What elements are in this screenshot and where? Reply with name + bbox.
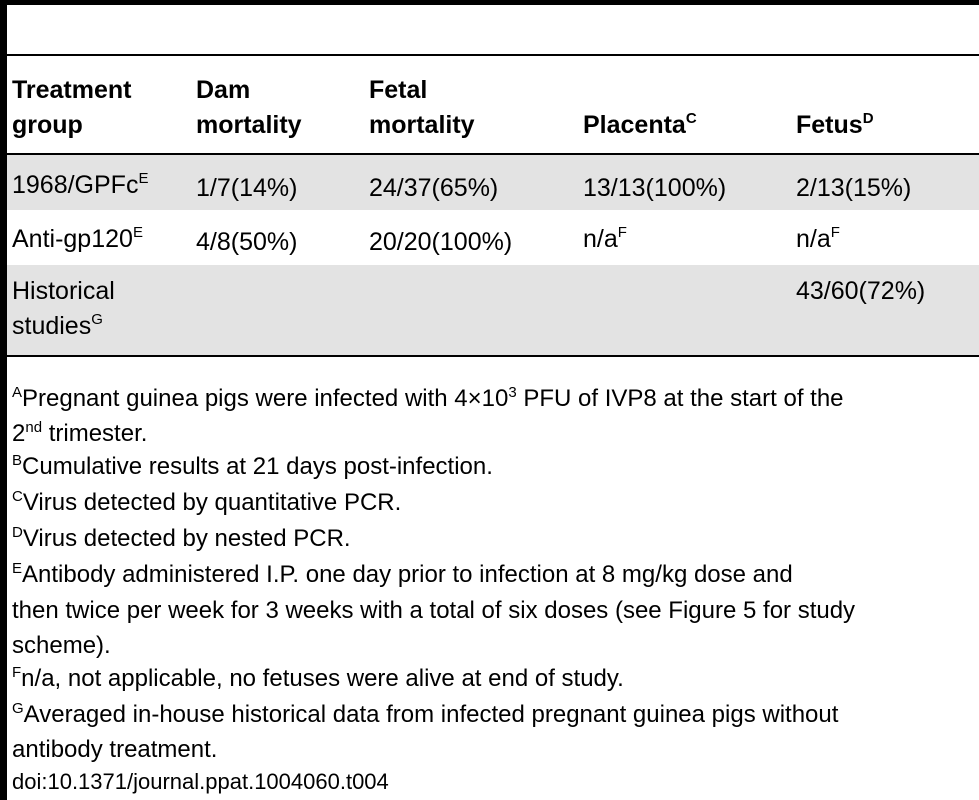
footnote-a-text1: Pregnant guinea pigs were infected with 4×10 <box>22 385 509 412</box>
footnote-a-line2-text: trimester. <box>42 420 148 447</box>
header-treatment-group <box>12 73 131 143</box>
row3-group <box>12 274 115 344</box>
table-bottom-rule <box>7 355 979 357</box>
footnote-d-marker: D <box>12 524 23 541</box>
header-fetal-line1: Fetal <box>369 76 428 104</box>
footnote-g-line2: antibody treatment. <box>12 736 218 763</box>
header-placenta-sup: C <box>685 110 697 127</box>
header-fetal-line2: mortality <box>369 111 475 139</box>
row2-placenta <box>583 222 627 257</box>
row2-dam: 4/8(50%) <box>196 228 298 256</box>
row1-placenta: 13/13(100%) <box>583 174 727 202</box>
row1-fetus: 2/13(15%) <box>796 174 912 202</box>
top-rule <box>0 0 979 5</box>
footnote-a-line2-num: 2 <box>12 420 26 447</box>
footnote-a-marker: A <box>12 384 23 401</box>
row2-group <box>12 222 143 257</box>
row2-placenta-text: n/a <box>583 225 618 253</box>
row2-fetus-sup: F <box>830 224 840 241</box>
row2-fetus-text: n/a <box>796 225 831 253</box>
footnote-c <box>12 487 401 518</box>
footnote-a-line2 <box>12 418 147 449</box>
footnote-c-marker: C <box>12 488 23 505</box>
row2-fetal: 20/20(100%) <box>369 228 513 256</box>
header-top-rule <box>7 54 979 56</box>
footnote-g <box>12 699 838 730</box>
row3-group-sup: G <box>91 311 103 328</box>
row3-fetus: 43/60(72%) <box>796 277 926 305</box>
row3-group-line1: Historical <box>12 277 115 305</box>
footnote-e-line1: Antibody administered I.P. one day prior to infection at 8 mg/kg dose and <box>22 561 793 588</box>
header-fetus <box>796 108 874 143</box>
header-dam-mortality <box>196 73 302 143</box>
row2-group-sup: E <box>132 224 143 241</box>
footnote-b-marker: B <box>12 452 23 469</box>
header-placenta-text: Placenta <box>583 111 686 139</box>
header-fetus-text: Fetus <box>796 111 863 139</box>
doi-link[interactable]: doi:10.1371/journal.ppat.1004060.t004 <box>12 769 389 794</box>
footnote-f-text: n/a, not applicable, no fetuses were alive at end of study. <box>21 665 624 692</box>
header-dam-line1: Dam <box>196 76 251 104</box>
footnote-c-text: Virus detected by quantitative PCR. <box>22 489 402 516</box>
footnote-e <box>12 559 793 590</box>
footnote-a-line2-ord: nd <box>25 419 43 436</box>
header-treatment-line1: Treatment <box>12 76 132 104</box>
header-fetus-sup: D <box>862 110 874 127</box>
footnote-g-marker: G <box>12 700 24 717</box>
header-dam-line2: mortality <box>196 111 302 139</box>
header-fetal-mortality <box>369 73 475 143</box>
row2-group-text: Anti-gp120 <box>12 225 133 253</box>
footnote-a-text2: PFU of IVP8 at the start of the <box>516 385 844 412</box>
footnote-e-line3: scheme). <box>12 632 111 659</box>
row1-group-text: 1968/GPFc <box>12 171 139 199</box>
left-border <box>0 0 7 800</box>
footnote-f-marker: F <box>12 664 22 681</box>
row3-group-line2 <box>12 309 115 344</box>
header-placenta <box>583 108 697 143</box>
row1-dam: 1/7(14%) <box>196 174 298 202</box>
footnote-b <box>12 451 493 482</box>
footnote-a <box>12 383 844 414</box>
footnote-f <box>12 663 624 694</box>
row1-group <box>12 168 148 203</box>
row1-fetal: 24/37(65%) <box>369 174 499 202</box>
footnote-e-line2: then twice per week for 3 weeks with a total of six doses (see Figure 5 for study <box>12 597 856 624</box>
row2-placenta-sup: F <box>617 224 627 241</box>
footnote-g-line1: Averaged in-house historical data from infected pregnant guinea pigs without <box>23 701 839 728</box>
footnote-d <box>12 523 351 554</box>
footnote-a-exp: 3 <box>508 384 517 401</box>
footnote-e-marker: E <box>12 560 23 577</box>
row2-fetus <box>796 222 840 257</box>
header-treatment-line2: group <box>12 111 83 139</box>
footnote-d-text: Virus detected by nested PCR. <box>22 525 351 552</box>
row3-group-line2-text: studies <box>12 312 92 340</box>
footnote-b-text: Cumulative results at 21 days post-infection. <box>22 453 493 480</box>
row1-group-sup: E <box>138 170 149 187</box>
